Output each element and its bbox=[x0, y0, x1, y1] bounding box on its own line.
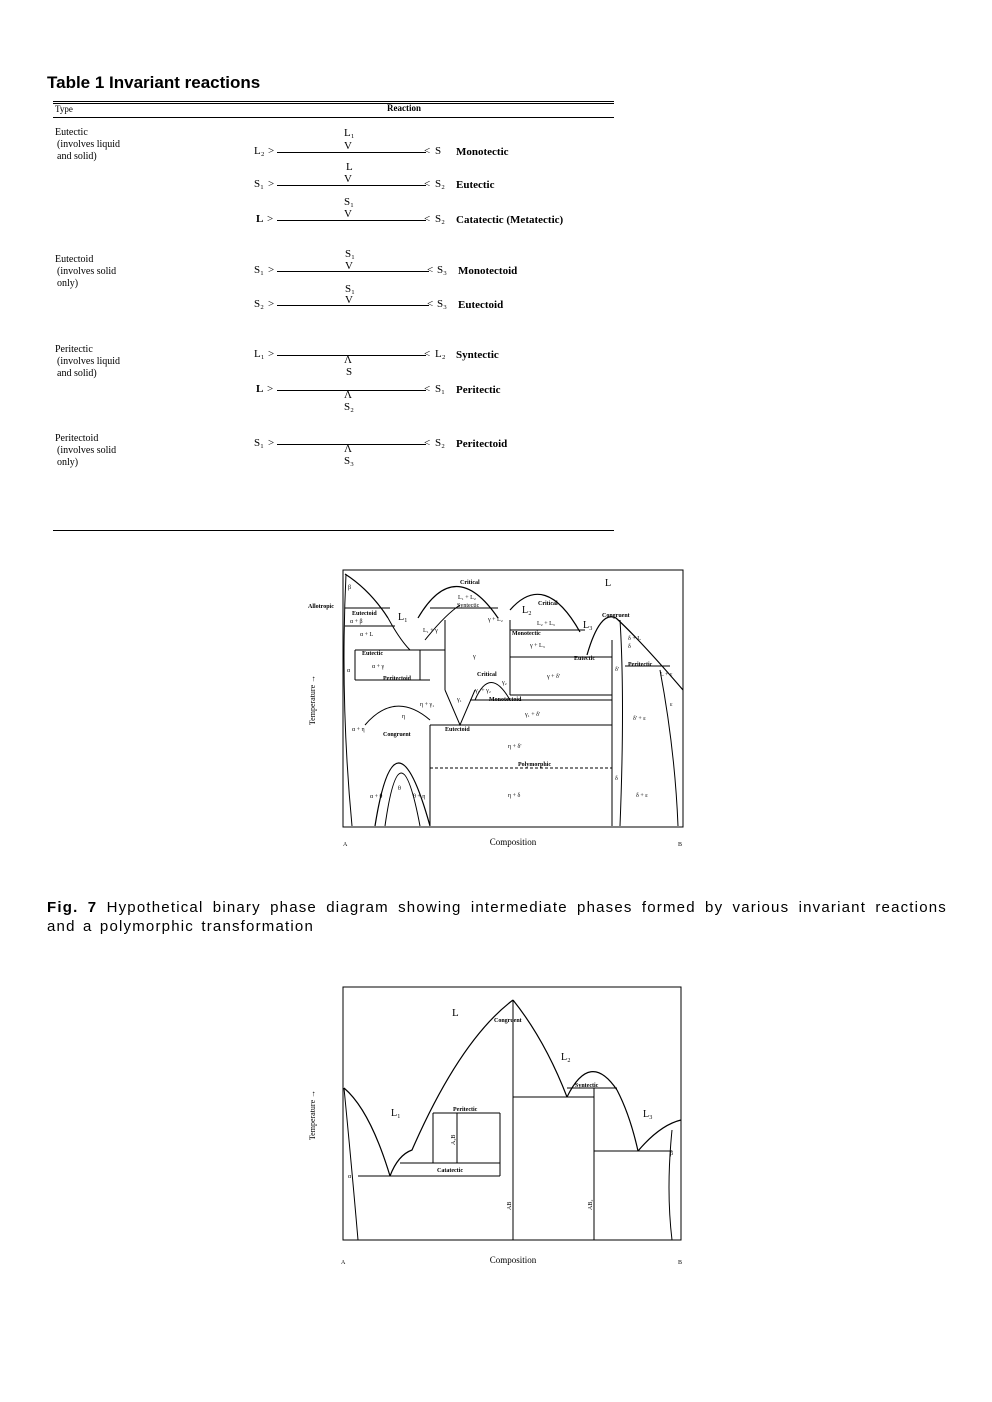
fig7-label-delta: δ bbox=[615, 776, 618, 782]
type-group-peritectoid bbox=[55, 433, 116, 469]
fig7-label-congruent-low: Congruent bbox=[383, 732, 411, 738]
type-line: only) bbox=[57, 457, 79, 468]
fig7-label-eta: η bbox=[402, 714, 406, 720]
fig7-epsilon-boundary bbox=[660, 670, 678, 826]
fig7-label-eutectoid2: Eutectoid bbox=[445, 727, 470, 733]
type-line: (involves liquid bbox=[57, 356, 121, 367]
fig7-caption-text: Hypothetical binary phase diagram showing intermediate phases formed by various invariant reactions and a polymorphic transformation bbox=[47, 899, 947, 935]
fig8-left-end: A bbox=[341, 1260, 346, 1266]
fig8-xlabel: Composition bbox=[489, 1255, 537, 1265]
fig7-delta-boundary bbox=[620, 620, 623, 826]
fig7-label-L2: L₂ bbox=[522, 605, 532, 616]
fig7-label-peritectoid: Peritectoid bbox=[383, 676, 411, 682]
fig7-label-epsilon: ε bbox=[670, 702, 673, 708]
fig7-label-L3: L₃ bbox=[583, 620, 593, 631]
fig8-label-L: L bbox=[452, 1007, 459, 1019]
fig7-label-L1g: L₁ + γ bbox=[423, 628, 438, 634]
fig7-label-beta: β bbox=[348, 585, 352, 591]
fig7-label-theta: θ bbox=[398, 786, 401, 792]
fig7-label-gL3: γ + L₃ bbox=[530, 643, 545, 649]
fig8-ylabel: Temperature → bbox=[308, 1089, 317, 1141]
fig7-liquidus-congruent bbox=[587, 617, 683, 690]
fig7-gamma1-v bbox=[445, 690, 475, 725]
fig7-label-gL2: γ + L₂ bbox=[488, 617, 503, 623]
reaction-line bbox=[277, 152, 426, 153]
fig7-xlabel: Composition bbox=[489, 837, 537, 847]
fig7-left-end: A bbox=[343, 842, 348, 848]
table-top-rule-1 bbox=[53, 101, 614, 102]
arrow-right-glyph: > bbox=[268, 178, 275, 190]
type-line: Eutectoid bbox=[55, 254, 94, 265]
arrow-left-glyph: < bbox=[424, 178, 431, 190]
column-header-reaction: Reaction bbox=[387, 103, 421, 113]
fig7-label-theta-eta: θ + η bbox=[413, 794, 426, 800]
fig7-label-aL: α + L bbox=[360, 632, 374, 638]
reaction-right: L₂ bbox=[435, 348, 446, 360]
type-group-eutectoid bbox=[55, 254, 116, 290]
reaction-name: Peritectic bbox=[456, 384, 501, 396]
fig7-label-etadp: η + δ' bbox=[508, 744, 522, 750]
fig7-liquidus-g-left bbox=[425, 605, 460, 640]
reaction-name: Monotectoid bbox=[458, 265, 518, 277]
arrow-left-glyph: < bbox=[427, 298, 434, 310]
fig7-phase-diagram bbox=[300, 560, 700, 860]
reaction-line bbox=[277, 305, 429, 306]
v-junction-glyph: V bbox=[344, 173, 352, 185]
reaction-bottom: S₃ bbox=[344, 455, 354, 467]
fig7-label-L1: L₁ bbox=[398, 612, 408, 623]
fig7-eta-boundary bbox=[365, 706, 430, 725]
reaction-name: Peritectoid bbox=[456, 438, 508, 450]
reaction-name: Eutectic bbox=[456, 179, 495, 191]
fig8-label-ab2: AB₂ bbox=[588, 1199, 594, 1210]
fig7-label-eutectic1: Eutectic bbox=[362, 651, 383, 657]
fig8-label-ab: AB bbox=[507, 1201, 513, 1210]
fig7-label-peritectic: Peritectic bbox=[628, 662, 653, 668]
reaction-top: S₁ bbox=[345, 283, 355, 295]
reaction-right: S₂ bbox=[435, 178, 445, 190]
arrow-right-glyph: > bbox=[268, 437, 275, 449]
reaction-name: Catatectic (Metatectic) bbox=[456, 214, 564, 226]
fig7-label-L: L bbox=[605, 578, 612, 589]
fig7-label-L2L3: L₂ + L₃ bbox=[537, 621, 555, 627]
type-line: Peritectic bbox=[55, 344, 93, 355]
fig7-caption-label: Fig. 7 bbox=[47, 899, 98, 916]
reaction-left: S₁ bbox=[254, 264, 264, 276]
fig7-label-ag: α + γ bbox=[372, 664, 385, 670]
fig7-label-etad: η + δ bbox=[508, 793, 521, 799]
reaction-top: S₁ bbox=[345, 248, 355, 260]
type-line: Peritectoid bbox=[55, 433, 99, 444]
reaction-left: S₂ bbox=[254, 298, 264, 310]
fig8-label-L1: L₁ bbox=[391, 1108, 401, 1119]
caret-junction-glyph: Λ bbox=[344, 389, 352, 401]
fig8-liquidus-L3-right bbox=[638, 1120, 681, 1151]
fig7-label-eutectoid: Eutectoid bbox=[352, 611, 377, 617]
fig8-label-peritectic: Peritectic bbox=[453, 1107, 478, 1113]
fig8-alpha-solvus bbox=[344, 1088, 358, 1240]
fig8-liquidus-L2-dome bbox=[513, 1000, 567, 1097]
reaction-name: Syntectic bbox=[456, 349, 499, 361]
fig7-label-ab: α + β bbox=[350, 619, 363, 625]
fig7-caption bbox=[47, 898, 947, 936]
fig7-label-monotectic: Monotectic bbox=[512, 631, 541, 637]
fig7-alpha-solvus bbox=[344, 574, 352, 826]
arrow-left-glyph: < bbox=[427, 264, 434, 276]
reaction-right: S₃ bbox=[437, 298, 447, 310]
arrow-right-glyph: > bbox=[268, 264, 275, 276]
caret-junction-glyph: Λ bbox=[344, 354, 352, 366]
table-header-rule bbox=[53, 117, 614, 118]
reaction-line bbox=[277, 185, 426, 186]
reaction-right: S₂ bbox=[435, 213, 445, 225]
v-junction-glyph: V bbox=[344, 140, 352, 152]
fig8-label-congruent: Congruent bbox=[494, 1018, 522, 1024]
fig8-phase-diagram bbox=[300, 980, 700, 1280]
fig7-label-critical2: Critical bbox=[538, 601, 558, 607]
reaction-top: L₁ bbox=[344, 127, 355, 139]
reaction-left: S₁ bbox=[254, 178, 264, 190]
arrow-left-glyph: < bbox=[424, 383, 431, 395]
fig7-label-dp: δ' bbox=[615, 667, 619, 673]
fig8-label-syntectic: Syntectic bbox=[575, 1083, 599, 1089]
fig7-label-etag1: η + γ₁ bbox=[420, 702, 435, 708]
fig8-label-L3: L₃ bbox=[643, 1109, 653, 1120]
caret-junction-glyph: Λ bbox=[344, 443, 352, 455]
arrow-right-glyph: > bbox=[267, 383, 274, 395]
reaction-line bbox=[277, 220, 426, 221]
reaction-left: L₁ bbox=[254, 348, 265, 360]
fig7-label-allotropic: Allotropic bbox=[308, 604, 334, 610]
fig7-label-de: δ + ε bbox=[636, 793, 648, 799]
fig7-right-end: B bbox=[678, 842, 683, 848]
v-junction-glyph: V bbox=[345, 294, 353, 306]
reaction-left: L₂ bbox=[254, 145, 265, 157]
type-line: only) bbox=[57, 278, 79, 289]
arrow-right-glyph: > bbox=[268, 145, 275, 157]
arrow-left-glyph: < bbox=[424, 145, 431, 157]
arrow-left-glyph: < bbox=[424, 348, 431, 360]
fig8-liquidus-L3-left bbox=[617, 1090, 638, 1151]
fig8-liquidus-L1-right bbox=[390, 1000, 513, 1176]
fig8-label-L2: L₂ bbox=[561, 1052, 571, 1063]
fig7-label-monotectoid: Monotectoid bbox=[489, 697, 522, 703]
fig7-label-g: γ bbox=[473, 654, 476, 660]
reaction-bottom: S bbox=[346, 366, 353, 378]
column-header-type: Type bbox=[55, 104, 73, 114]
type-line: Eutectic bbox=[55, 127, 88, 138]
arrow-right-glyph: > bbox=[268, 298, 275, 310]
fig7-label-alpha: α bbox=[347, 668, 351, 674]
fig7-label-g1: γ₁ bbox=[457, 697, 462, 703]
fig7-label-congruent-top: Congruent bbox=[602, 613, 630, 619]
reaction-bottom: S₂ bbox=[344, 401, 354, 413]
fig8-label-alpha: α bbox=[348, 1174, 352, 1180]
fig7-label-g1g2: γ₁ + γ₂ bbox=[475, 688, 491, 694]
reaction-right: S₂ bbox=[435, 437, 445, 449]
fig8-right-end: B bbox=[678, 1260, 683, 1266]
type-group-peritectic bbox=[55, 344, 120, 380]
fig8-label-beta: β bbox=[670, 1151, 674, 1157]
reaction-right: S₁ bbox=[435, 383, 445, 395]
type-line: and solid) bbox=[57, 368, 97, 379]
type-line: and solid) bbox=[57, 151, 97, 162]
type-line: (involves liquid bbox=[57, 139, 121, 150]
fig7-label-dL: δ + L bbox=[628, 636, 641, 642]
arrow-left-glyph: < bbox=[424, 213, 431, 225]
arrow-right-glyph: > bbox=[268, 348, 275, 360]
reaction-line bbox=[277, 271, 429, 272]
type-line: (involves solid bbox=[57, 266, 117, 277]
fig7-label-syntectic: Syntectic bbox=[457, 603, 480, 609]
fig7-label-l1l2: L₁ + L₂ bbox=[458, 595, 476, 601]
v-junction-glyph: V bbox=[345, 260, 353, 272]
arrow-right-glyph: > bbox=[267, 213, 274, 225]
fig8-label-a2b: A₂B bbox=[451, 1134, 457, 1145]
reaction-left: L bbox=[256, 383, 264, 395]
reaction-right: S₃ bbox=[437, 264, 447, 276]
reaction-name: Monotectic bbox=[456, 146, 509, 158]
fig7-label-aeta: α + η bbox=[352, 727, 365, 733]
fig8-label-catatectic: Catatectic bbox=[437, 1168, 463, 1174]
reaction-left: L bbox=[256, 213, 264, 225]
reaction-left: S₁ bbox=[254, 437, 264, 449]
type-group-eutectic bbox=[55, 127, 120, 163]
arrow-left-glyph: < bbox=[424, 437, 431, 449]
table-bottom-rule bbox=[53, 530, 614, 531]
reaction-top: S₁ bbox=[344, 196, 354, 208]
table-top-rule-2 bbox=[53, 103, 614, 104]
v-junction-glyph: V bbox=[344, 208, 352, 220]
fig7-label-polymorphic: Polymorphic bbox=[518, 762, 551, 768]
fig8-beta-solvus bbox=[669, 1130, 672, 1240]
fig7-label-g2: γ₂ bbox=[502, 680, 507, 686]
fig7-label-critical1: Critical bbox=[460, 580, 480, 586]
table-title: Table 1 Invariant reactions bbox=[47, 73, 261, 92]
fig7-label-dpe: δ' + ε bbox=[633, 716, 646, 722]
type-line: (involves solid bbox=[57, 445, 117, 456]
fig7-label-eutectic2: Eutectic bbox=[574, 656, 595, 662]
fig7-label-gdp: γ + δ' bbox=[547, 674, 560, 680]
fig7-ylabel: Temperature → bbox=[308, 674, 317, 726]
reaction-right: S bbox=[435, 145, 442, 157]
fig7-label-Le: L + ε bbox=[660, 672, 673, 678]
reaction-name: Eutectoid bbox=[458, 299, 504, 311]
fig7-label-critical3: Critical bbox=[477, 672, 497, 678]
fig7-label-delta-small: δ bbox=[628, 644, 631, 650]
fig7-label-alpha-theta: α + θ bbox=[370, 794, 383, 800]
fig7-label-g1dp: γ₁ + δ' bbox=[525, 712, 541, 718]
reaction-top: L bbox=[346, 161, 353, 173]
